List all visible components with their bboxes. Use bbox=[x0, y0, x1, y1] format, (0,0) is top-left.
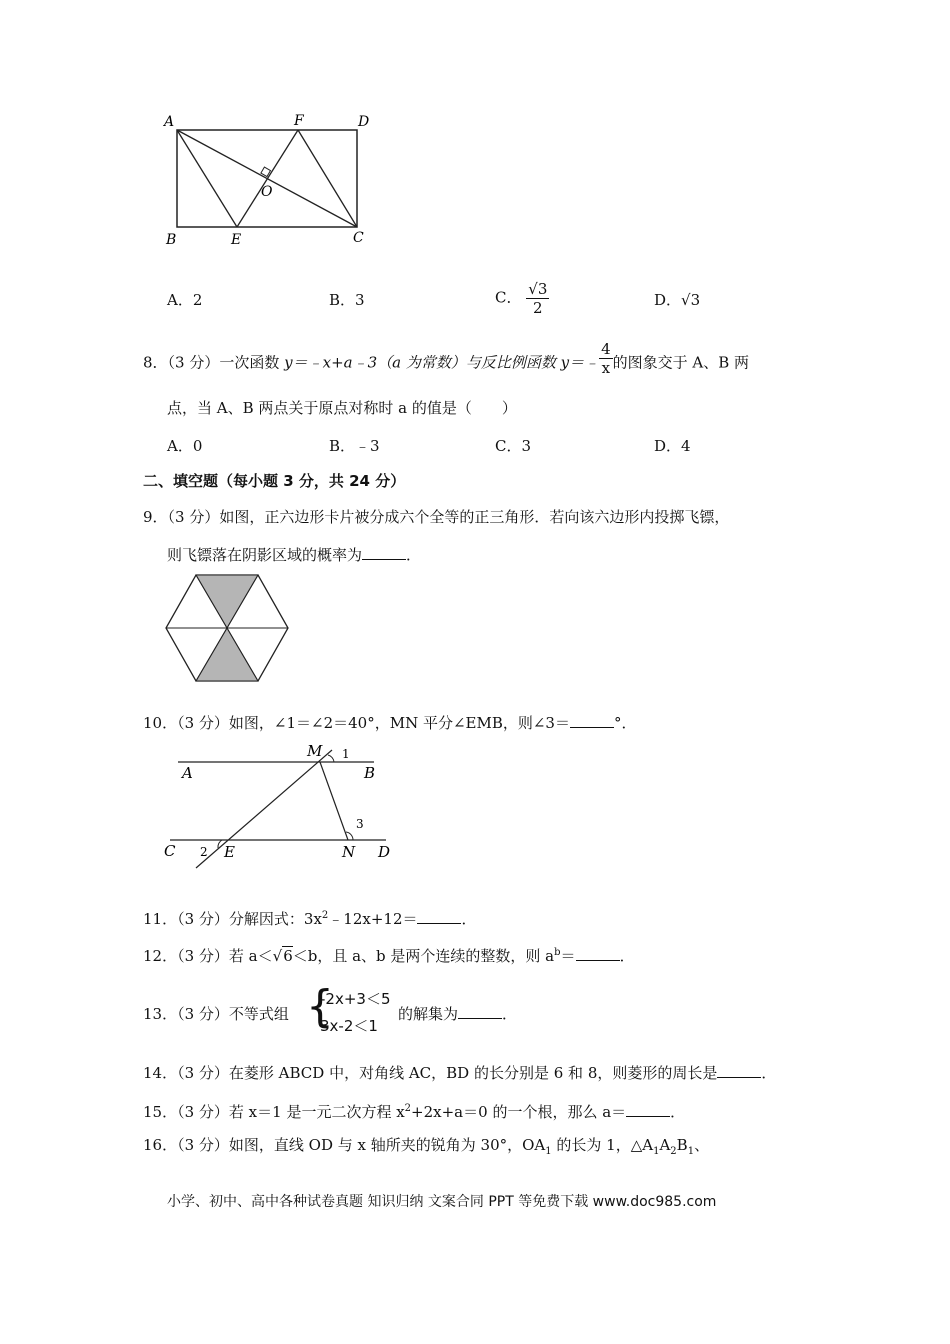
q8-fraction bbox=[599, 340, 613, 377]
q8-frac-num: 4 bbox=[601, 340, 611, 358]
q11-line bbox=[143, 906, 477, 929]
q11-answer-blank[interactable] bbox=[417, 909, 461, 924]
q16-sub3: 2 bbox=[670, 1146, 677, 1157]
q12-end: ． bbox=[619, 947, 635, 965]
q7-option-c bbox=[495, 280, 549, 317]
q9-line2-text: 则飞镖落在阴影区域的概率为 bbox=[167, 546, 363, 564]
q13-post: 的解集为 bbox=[398, 1005, 459, 1023]
q9-end: ． bbox=[406, 546, 422, 564]
q9-line1: 9．（3 分）如图，正六边形卡片被分成六个全等的正三角形．若向该六边形内投掷飞镖， bbox=[143, 508, 730, 526]
fig-label-B: B bbox=[166, 232, 177, 248]
q11-post: ﹣12x+12＝ bbox=[328, 910, 418, 928]
fig10-label-B: B bbox=[364, 764, 376, 782]
q8-option-c: C．3 bbox=[495, 437, 532, 455]
q7-option-d bbox=[654, 290, 700, 310]
fig10-label-A: A bbox=[182, 764, 193, 782]
q7-figure bbox=[160, 110, 390, 255]
q10-text: 10．（3 分）如图，∠1＝∠2＝40°，MN 平分∠EMB，则∠3＝ bbox=[143, 714, 570, 732]
q12-pre: 12．（3 分）若 a＜ bbox=[143, 947, 273, 965]
q15-line bbox=[143, 1099, 685, 1122]
fig10-label-E: E bbox=[224, 843, 235, 861]
fig10-label-1: 1 bbox=[342, 747, 350, 761]
q7-option-c-prefix: C． bbox=[495, 288, 522, 307]
q16-mid: 的长为 1，△A bbox=[551, 1136, 654, 1154]
q13-ineq1: -2x+3＜5 bbox=[320, 990, 391, 1008]
q14-line bbox=[143, 1063, 776, 1083]
q11-pre: 11．（3 分）分解因式：3x bbox=[143, 910, 322, 928]
fig10-label-2: 2 bbox=[200, 845, 208, 859]
parallel-lines-figure bbox=[160, 740, 400, 875]
q7-option-a: A．2 bbox=[167, 291, 203, 309]
q15-pre: 15．（3 分）若 x＝1 是一元二次方程 x bbox=[143, 1103, 405, 1121]
q8-text2: 的图象交于 A、B 两 bbox=[612, 353, 750, 372]
fig10-label-D: D bbox=[378, 843, 391, 861]
fig10-label-N: N bbox=[342, 843, 356, 861]
fig10-label-M: M bbox=[307, 742, 323, 760]
q12-answer-blank[interactable] bbox=[576, 946, 620, 961]
q7-option-c-denominator: 2 bbox=[533, 299, 543, 317]
q13-post-line bbox=[398, 1004, 517, 1024]
q15-post: +2x+a＝0 的一个根，那么 a＝ bbox=[411, 1103, 627, 1121]
q13-pre: 13．（3 分）不等式组 bbox=[143, 1005, 289, 1023]
q13-ineq2: 3x-2＜1 bbox=[320, 1017, 378, 1035]
q14-text: 14．（3 分）在菱形 ABCD 中，对角线 AC，BD 的长分别是 6 和 8，则菱形的周长是 bbox=[143, 1064, 718, 1082]
q8-score: （3 分）一次函数 bbox=[167, 353, 285, 372]
q12-post: ＝ bbox=[560, 947, 576, 965]
q12-sqrt-sign: √ bbox=[272, 947, 283, 965]
q13-answer-blank[interactable] bbox=[458, 1004, 502, 1019]
q8-option-d: D．4 bbox=[654, 437, 691, 455]
q15-answer-blank[interactable] bbox=[626, 1102, 670, 1117]
fig-label-C: C bbox=[353, 230, 364, 246]
q16-mid2: A bbox=[659, 1136, 671, 1154]
q7-option-d-value: √3 bbox=[681, 291, 701, 309]
q10-answer-blank[interactable] bbox=[570, 713, 614, 728]
q8-line1 bbox=[143, 340, 750, 377]
fig-label-D: D bbox=[358, 114, 370, 130]
q7-option-c-fraction bbox=[526, 280, 549, 317]
fig-label-O: O bbox=[261, 184, 273, 200]
q8-number: 8． bbox=[143, 353, 168, 372]
q8-option-a: A．0 bbox=[167, 437, 203, 455]
q16-sub2: 1 bbox=[653, 1146, 660, 1157]
q16-sub1: 1 bbox=[545, 1146, 552, 1157]
q14-end: ． bbox=[761, 1064, 777, 1082]
q12-mid: ＜b，且 a、b 是两个连续的整数，则 a bbox=[292, 947, 555, 965]
q12-line bbox=[143, 943, 635, 966]
fig10-label-C: C bbox=[164, 842, 176, 860]
q8-text1: y＝﹣x+a﹣3（a 为常数）与反比例函数 y＝﹣ bbox=[284, 353, 600, 372]
q8-frac-den: x bbox=[601, 359, 611, 377]
q15-end: ． bbox=[670, 1103, 686, 1121]
fig-label-F: F bbox=[294, 113, 304, 129]
fig-label-E: E bbox=[231, 232, 242, 248]
q15-sup: 2 bbox=[404, 1103, 412, 1114]
q12-sup: b bbox=[554, 947, 561, 958]
q16-text: 16．（3 分）如图，直线 OD 与 x 轴所夹的锐角为 30°，OA bbox=[143, 1136, 546, 1154]
q9-line2 bbox=[167, 545, 421, 565]
q16-line bbox=[143, 1135, 709, 1162]
section-title: 二、填空题（每小题 3 分，共 24 分） bbox=[143, 472, 406, 490]
q10-end: °． bbox=[613, 714, 637, 732]
q8-option-b: B．﹣3 bbox=[329, 437, 380, 455]
q13-end: ． bbox=[502, 1005, 518, 1023]
q14-answer-blank[interactable] bbox=[717, 1063, 761, 1078]
hexagon-figure bbox=[162, 573, 292, 685]
q8-line2: 点，当 A、B 两点关于原点对称时 a 的值是（ ） bbox=[167, 399, 517, 417]
q16-end: 、 bbox=[694, 1136, 710, 1154]
q13-brace: { bbox=[306, 981, 334, 1032]
q12-sqrt-value: 6 bbox=[283, 947, 293, 965]
q16-mid3: B bbox=[676, 1136, 688, 1154]
q10-line bbox=[143, 713, 637, 733]
q16-sub4: 1 bbox=[687, 1146, 695, 1157]
footer-text: 小学、初中、高中各种试卷真题 知识归纳 文案合同 PPT 等免费下载 www.doc985.com bbox=[167, 1194, 717, 1210]
fig10-label-3: 3 bbox=[356, 817, 364, 831]
q7-option-b: B．3 bbox=[329, 291, 365, 309]
q7-option-c-numerator: √3 bbox=[528, 280, 548, 298]
q11-sup: 2 bbox=[321, 910, 329, 921]
q7-option-d-prefix: D． bbox=[654, 291, 682, 309]
fig-label-A: A bbox=[164, 114, 175, 130]
q9-answer-blank[interactable] bbox=[362, 545, 406, 560]
q11-end: ． bbox=[461, 910, 477, 928]
